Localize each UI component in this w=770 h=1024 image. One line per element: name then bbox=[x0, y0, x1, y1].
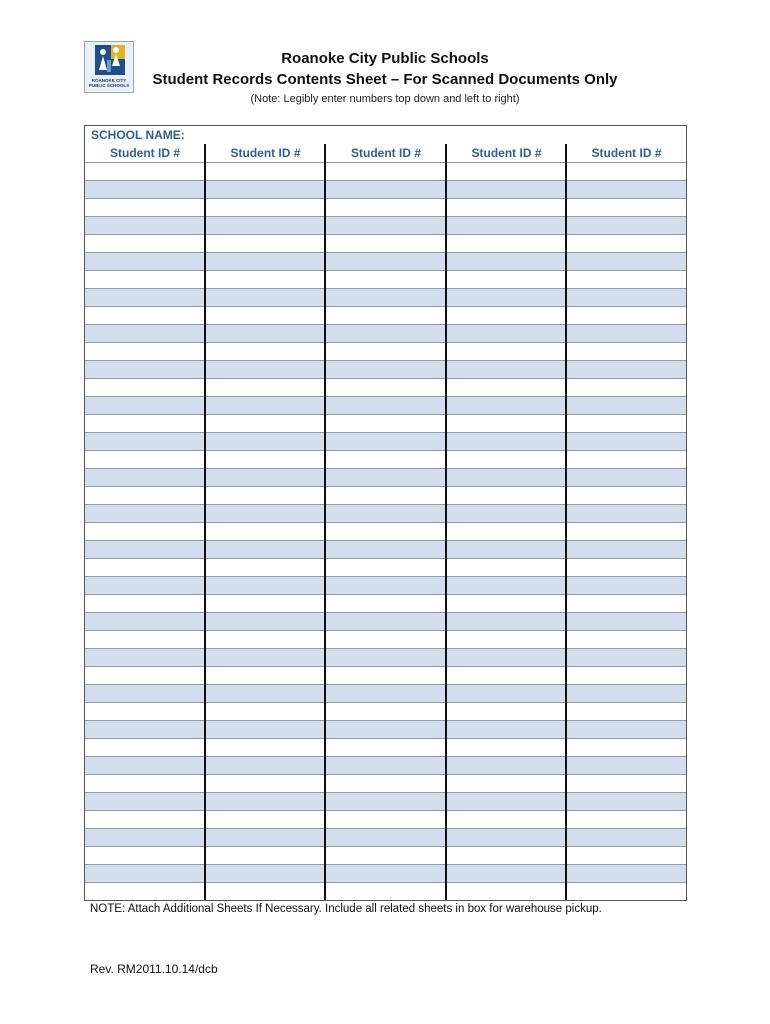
student-id-entry-cell[interactable] bbox=[447, 649, 566, 666]
student-id-entry-cell[interactable] bbox=[206, 703, 325, 720]
student-id-entry-cell[interactable] bbox=[206, 343, 325, 360]
student-id-entry-cell[interactable] bbox=[447, 829, 566, 846]
student-id-entry-cell[interactable] bbox=[85, 343, 205, 360]
student-id-entry-cell[interactable] bbox=[85, 685, 205, 702]
student-id-entry-cell[interactable] bbox=[326, 703, 446, 720]
student-id-entry-cell[interactable] bbox=[567, 523, 686, 540]
student-id-entry-cell[interactable] bbox=[206, 487, 325, 504]
student-id-entry-cell[interactable] bbox=[206, 775, 325, 792]
student-id-entry-cell[interactable] bbox=[85, 361, 205, 378]
student-id-entry-cell[interactable] bbox=[447, 469, 566, 486]
student-id-entry-cell[interactable] bbox=[85, 811, 205, 828]
table-row bbox=[85, 738, 686, 756]
student-id-entry-cell[interactable] bbox=[447, 595, 566, 612]
student-id-entry-cell[interactable] bbox=[206, 253, 325, 270]
student-id-entry-cell[interactable] bbox=[206, 595, 325, 612]
student-id-entry-cell[interactable] bbox=[567, 217, 686, 234]
student-id-entry-cell[interactable] bbox=[206, 865, 325, 882]
student-id-entry-cell[interactable] bbox=[85, 865, 205, 882]
student-id-entry-cell[interactable] bbox=[567, 379, 686, 396]
student-id-entry-cell[interactable] bbox=[447, 577, 566, 594]
student-id-entry-cell[interactable] bbox=[206, 793, 325, 810]
student-id-entry-cell[interactable] bbox=[85, 847, 205, 864]
student-id-entry-cell[interactable] bbox=[85, 271, 205, 288]
student-id-entry-cell[interactable] bbox=[447, 451, 566, 468]
student-id-entry-cell[interactable] bbox=[567, 613, 686, 630]
table-row bbox=[85, 846, 686, 864]
student-id-entry-cell[interactable] bbox=[567, 451, 686, 468]
student-id-entry-cell[interactable] bbox=[567, 415, 686, 432]
student-id-entry-cell[interactable] bbox=[85, 775, 205, 792]
student-id-entry-cell[interactable] bbox=[567, 775, 686, 792]
student-id-entry-cell[interactable] bbox=[206, 451, 325, 468]
student-id-entry-cell[interactable] bbox=[85, 667, 205, 684]
instruction-note: (Note: Legibly enter numbers top down and left to right) bbox=[250, 93, 520, 105]
student-id-entry-cell[interactable] bbox=[447, 721, 566, 738]
student-id-entry-cell[interactable] bbox=[206, 163, 325, 180]
student-id-entry-cell[interactable] bbox=[447, 397, 566, 414]
student-id-entry-cell[interactable] bbox=[326, 613, 446, 630]
student-id-entry-cell[interactable] bbox=[326, 685, 446, 702]
student-id-entry-cell[interactable] bbox=[206, 469, 325, 486]
student-id-entry-cell[interactable] bbox=[206, 361, 325, 378]
table-row bbox=[85, 414, 686, 432]
student-id-entry-cell[interactable] bbox=[567, 793, 686, 810]
student-id-entry-cell[interactable] bbox=[326, 775, 446, 792]
student-id-entry-cell[interactable] bbox=[326, 451, 446, 468]
student-id-entry-cell[interactable] bbox=[567, 739, 686, 756]
table-row bbox=[85, 756, 686, 774]
table-row bbox=[85, 702, 686, 720]
table-row bbox=[85, 432, 686, 450]
student-id-entry-cell[interactable] bbox=[206, 721, 325, 738]
student-id-entry-cell[interactable] bbox=[447, 757, 566, 774]
student-id-entry-cell[interactable] bbox=[567, 271, 686, 288]
table-row bbox=[85, 360, 686, 378]
student-id-entry-cell[interactable] bbox=[326, 739, 446, 756]
column-divider bbox=[565, 144, 567, 900]
table-row bbox=[85, 828, 686, 846]
column-header-5: Student ID # bbox=[591, 146, 662, 160]
student-id-entry-cell[interactable] bbox=[326, 415, 446, 432]
table-row bbox=[85, 450, 686, 468]
table-row bbox=[85, 792, 686, 810]
student-id-entry-cell[interactable] bbox=[326, 847, 446, 864]
student-id-entry-cell[interactable] bbox=[447, 739, 566, 756]
table-row bbox=[85, 270, 686, 288]
student-id-entry-cell[interactable] bbox=[85, 703, 205, 720]
student-id-entry-cell[interactable] bbox=[326, 649, 446, 666]
student-id-entry-cell[interactable] bbox=[85, 181, 205, 198]
revision-label: Rev. RM2011.10.14/dcb bbox=[90, 962, 218, 976]
student-id-entry-cell[interactable] bbox=[206, 217, 325, 234]
student-id-entry-cell[interactable] bbox=[85, 883, 205, 900]
student-id-entry-cell[interactable] bbox=[326, 577, 446, 594]
student-id-entry-cell[interactable] bbox=[85, 721, 205, 738]
column-header-4: Student ID # bbox=[471, 146, 542, 160]
table-row bbox=[85, 630, 686, 648]
table-row bbox=[85, 306, 686, 324]
student-id-entry-cell[interactable] bbox=[85, 307, 205, 324]
student-id-entry-cell[interactable] bbox=[206, 649, 325, 666]
student-id-entry-cell[interactable] bbox=[567, 343, 686, 360]
student-id-entry-cell[interactable] bbox=[206, 631, 325, 648]
student-id-entry-cell[interactable] bbox=[326, 811, 446, 828]
student-id-entry-cell[interactable] bbox=[326, 487, 446, 504]
student-id-entry-cell[interactable] bbox=[447, 613, 566, 630]
student-id-entry-cell[interactable] bbox=[447, 793, 566, 810]
student-id-entry-cell[interactable] bbox=[206, 433, 325, 450]
student-id-entry-cell[interactable] bbox=[326, 505, 446, 522]
student-id-entry-cell[interactable] bbox=[85, 829, 205, 846]
student-id-entry-cell[interactable] bbox=[85, 487, 205, 504]
student-id-entry-cell[interactable] bbox=[326, 667, 446, 684]
student-id-entry-cell[interactable] bbox=[447, 415, 566, 432]
student-id-entry-cell[interactable] bbox=[447, 559, 566, 576]
student-id-entry-cell[interactable] bbox=[326, 793, 446, 810]
student-id-entry-cell[interactable] bbox=[326, 397, 446, 414]
student-id-entry-cell[interactable] bbox=[85, 793, 205, 810]
table-row bbox=[85, 288, 686, 306]
student-id-entry-cell[interactable] bbox=[447, 631, 566, 648]
table-row bbox=[85, 234, 686, 252]
student-id-entry-cell[interactable] bbox=[85, 541, 205, 558]
student-id-entry-cell[interactable] bbox=[567, 595, 686, 612]
student-id-entry-cell[interactable] bbox=[85, 397, 205, 414]
table-row bbox=[85, 864, 686, 882]
student-id-entry-cell[interactable] bbox=[206, 847, 325, 864]
student-id-entry-cell[interactable] bbox=[85, 415, 205, 432]
table-row bbox=[85, 216, 686, 234]
student-id-entry-cell[interactable] bbox=[206, 505, 325, 522]
column-header-2: Student ID # bbox=[230, 146, 301, 160]
student-id-entry-cell[interactable] bbox=[206, 739, 325, 756]
student-id-entry-cell[interactable] bbox=[326, 307, 446, 324]
student-id-entry-cell[interactable] bbox=[326, 865, 446, 882]
student-id-entry-cell[interactable] bbox=[447, 217, 566, 234]
student-id-entry-cell[interactable] bbox=[447, 487, 566, 504]
student-id-entry-cell[interactable] bbox=[85, 379, 205, 396]
student-id-entry-cell[interactable] bbox=[447, 883, 566, 900]
table-row bbox=[85, 504, 686, 522]
student-id-entry-cell[interactable] bbox=[326, 217, 446, 234]
logo-text-line-2: PUBLIC SCHOOLS bbox=[88, 83, 130, 88]
student-id-entry-cell[interactable] bbox=[85, 325, 205, 342]
student-id-entry-cell[interactable] bbox=[447, 307, 566, 324]
table-row bbox=[85, 396, 686, 414]
student-id-entry-cell[interactable] bbox=[85, 235, 205, 252]
student-id-entry-cell[interactable] bbox=[447, 289, 566, 306]
student-id-entry-cell[interactable] bbox=[567, 721, 686, 738]
student-id-entry-cell[interactable] bbox=[85, 739, 205, 756]
student-id-entry-cell[interactable] bbox=[326, 757, 446, 774]
student-id-entry-cell[interactable] bbox=[567, 469, 686, 486]
column-divider bbox=[204, 144, 206, 900]
student-id-entry-cell[interactable] bbox=[206, 271, 325, 288]
student-id-entry-cell[interactable] bbox=[447, 847, 566, 864]
student-id-entry-cell[interactable] bbox=[326, 163, 446, 180]
student-id-entry-cell[interactable] bbox=[447, 703, 566, 720]
student-id-entry-cell[interactable] bbox=[567, 757, 686, 774]
student-id-entry-cell[interactable] bbox=[326, 829, 446, 846]
student-id-entry-cell[interactable] bbox=[326, 883, 446, 900]
student-id-entry-cell[interactable] bbox=[567, 235, 686, 252]
student-id-entry-cell[interactable] bbox=[206, 523, 325, 540]
student-id-entry-cell[interactable] bbox=[447, 253, 566, 270]
student-id-entry-cell[interactable] bbox=[326, 361, 446, 378]
student-id-entry-cell[interactable] bbox=[206, 235, 325, 252]
student-id-entry-cell[interactable] bbox=[206, 811, 325, 828]
table-row bbox=[85, 648, 686, 666]
table-row bbox=[85, 522, 686, 540]
student-id-entry-cell[interactable] bbox=[567, 505, 686, 522]
student-id-entry-cell[interactable] bbox=[567, 649, 686, 666]
student-id-entry-cell[interactable] bbox=[567, 253, 686, 270]
student-id-entry-cell[interactable] bbox=[447, 865, 566, 882]
student-id-entry-cell[interactable] bbox=[206, 883, 325, 900]
table-header-row bbox=[85, 144, 686, 162]
student-id-entry-cell[interactable] bbox=[447, 541, 566, 558]
student-records-table bbox=[84, 125, 687, 901]
column-divider bbox=[445, 144, 447, 900]
student-id-entry-cell[interactable] bbox=[206, 685, 325, 702]
student-id-entry-cell[interactable] bbox=[326, 289, 446, 306]
student-id-entry-cell[interactable] bbox=[567, 847, 686, 864]
student-id-entry-cell[interactable] bbox=[206, 199, 325, 216]
table-row bbox=[85, 468, 686, 486]
column-header-1: Student ID # bbox=[109, 146, 180, 160]
student-id-entry-cell[interactable] bbox=[567, 667, 686, 684]
student-id-entry-cell[interactable] bbox=[447, 811, 566, 828]
student-id-entry-cell[interactable] bbox=[326, 235, 446, 252]
table-row bbox=[85, 378, 686, 396]
student-id-entry-cell[interactable] bbox=[326, 433, 446, 450]
student-id-entry-cell[interactable] bbox=[206, 415, 325, 432]
student-id-entry-cell[interactable] bbox=[567, 883, 686, 900]
document-subtitle: Student Records Contents Sheet – For Scanned Documents Only bbox=[152, 71, 618, 88]
student-id-entry-cell[interactable] bbox=[567, 325, 686, 342]
student-id-entry-cell[interactable] bbox=[206, 667, 325, 684]
student-id-entry-cell[interactable] bbox=[85, 469, 205, 486]
table-row bbox=[85, 684, 686, 702]
document-title: Roanoke City Public Schools bbox=[281, 50, 489, 67]
table-row bbox=[85, 774, 686, 792]
student-id-entry-cell[interactable] bbox=[85, 631, 205, 648]
table-row bbox=[85, 540, 686, 558]
table-row bbox=[85, 252, 686, 270]
student-id-entry-cell[interactable] bbox=[447, 271, 566, 288]
student-id-entry-cell[interactable] bbox=[447, 775, 566, 792]
table-row bbox=[85, 162, 686, 180]
student-id-entry-cell[interactable] bbox=[326, 325, 446, 342]
student-id-entry-cell[interactable] bbox=[85, 217, 205, 234]
student-id-entry-cell[interactable] bbox=[447, 505, 566, 522]
student-id-entry-cell[interactable] bbox=[85, 757, 205, 774]
student-id-entry-cell[interactable] bbox=[447, 181, 566, 198]
student-id-entry-cell[interactable] bbox=[567, 433, 686, 450]
footer-note: NOTE: Attach Additional Sheets If Necessary. Include all related sheets in box for warehouse pickup. bbox=[90, 903, 602, 915]
student-id-entry-cell[interactable] bbox=[447, 433, 566, 450]
student-id-entry-cell[interactable] bbox=[326, 271, 446, 288]
table-row bbox=[85, 324, 686, 342]
student-id-entry-cell[interactable] bbox=[567, 361, 686, 378]
table-row bbox=[85, 612, 686, 630]
student-id-entry-cell[interactable] bbox=[206, 559, 325, 576]
table-row bbox=[85, 720, 686, 738]
student-id-entry-cell[interactable] bbox=[85, 595, 205, 612]
table-row bbox=[85, 666, 686, 684]
student-id-entry-cell[interactable] bbox=[85, 253, 205, 270]
student-id-entry-cell[interactable] bbox=[326, 523, 446, 540]
student-id-entry-cell[interactable] bbox=[447, 523, 566, 540]
table-row bbox=[85, 342, 686, 360]
student-id-entry-cell[interactable] bbox=[567, 685, 686, 702]
student-id-entry-cell[interactable] bbox=[85, 199, 205, 216]
student-id-entry-cell[interactable] bbox=[206, 289, 325, 306]
student-id-entry-cell[interactable] bbox=[85, 577, 205, 594]
student-id-entry-cell[interactable] bbox=[326, 199, 446, 216]
table-row bbox=[85, 180, 686, 198]
student-id-entry-cell[interactable] bbox=[567, 829, 686, 846]
student-id-entry-cell[interactable] bbox=[447, 379, 566, 396]
student-id-entry-cell[interactable] bbox=[85, 649, 205, 666]
student-id-entry-cell[interactable] bbox=[326, 379, 446, 396]
student-id-entry-cell[interactable] bbox=[447, 163, 566, 180]
school-name-label: SCHOOL NAME: bbox=[91, 128, 185, 142]
student-id-entry-cell[interactable] bbox=[326, 541, 446, 558]
student-id-entry-cell[interactable] bbox=[85, 505, 205, 522]
student-id-entry-cell[interactable] bbox=[85, 523, 205, 540]
logo-text-line-1: ROANOKE CITY bbox=[91, 78, 127, 83]
student-id-entry-cell[interactable] bbox=[206, 379, 325, 396]
table-row bbox=[85, 198, 686, 216]
student-id-entry-cell[interactable] bbox=[567, 163, 686, 180]
student-id-entry-cell[interactable] bbox=[567, 181, 686, 198]
student-id-entry-cell[interactable] bbox=[85, 613, 205, 630]
student-id-entry-cell[interactable] bbox=[567, 559, 686, 576]
table-row bbox=[85, 558, 686, 576]
table-row bbox=[85, 594, 686, 612]
student-id-entry-cell[interactable] bbox=[567, 487, 686, 504]
column-divider bbox=[324, 144, 326, 900]
student-id-entry-cell[interactable] bbox=[447, 685, 566, 702]
student-id-entry-cell[interactable] bbox=[447, 667, 566, 684]
student-id-entry-cell[interactable] bbox=[85, 559, 205, 576]
student-id-entry-cell[interactable] bbox=[326, 469, 446, 486]
student-id-entry-cell[interactable] bbox=[206, 829, 325, 846]
table-row bbox=[85, 486, 686, 504]
student-id-entry-cell[interactable] bbox=[447, 325, 566, 342]
student-id-entry-cell[interactable] bbox=[567, 865, 686, 882]
column-header-3: Student ID # bbox=[350, 146, 421, 160]
student-id-entry-cell[interactable] bbox=[567, 397, 686, 414]
student-id-entry-cell[interactable] bbox=[567, 631, 686, 648]
student-id-entry-cell[interactable] bbox=[326, 181, 446, 198]
table-row bbox=[85, 882, 686, 900]
student-id-entry-cell[interactable] bbox=[206, 577, 325, 594]
student-id-entry-cell[interactable] bbox=[567, 541, 686, 558]
student-id-entry-cell[interactable] bbox=[85, 433, 205, 450]
student-id-entry-cell[interactable] bbox=[567, 811, 686, 828]
student-id-entry-cell[interactable] bbox=[447, 343, 566, 360]
student-id-entry-cell[interactable] bbox=[447, 361, 566, 378]
student-id-entry-cell[interactable] bbox=[206, 757, 325, 774]
student-id-entry-cell[interactable] bbox=[85, 451, 205, 468]
student-id-entry-cell[interactable] bbox=[206, 181, 325, 198]
student-id-entry-cell[interactable] bbox=[326, 343, 446, 360]
student-id-entry-cell[interactable] bbox=[206, 325, 325, 342]
student-id-entry-cell[interactable] bbox=[206, 307, 325, 324]
table-row bbox=[85, 810, 686, 828]
student-id-entry-cell[interactable] bbox=[567, 703, 686, 720]
student-id-entry-cell[interactable] bbox=[447, 235, 566, 252]
student-id-entry-cell[interactable] bbox=[206, 541, 325, 558]
student-id-entry-cell[interactable] bbox=[326, 595, 446, 612]
student-id-entry-cell[interactable] bbox=[206, 397, 325, 414]
student-id-entry-cell[interactable] bbox=[567, 289, 686, 306]
student-id-entry-cell[interactable] bbox=[447, 199, 566, 216]
student-id-entry-cell[interactable] bbox=[567, 199, 686, 216]
student-id-entry-cell[interactable] bbox=[326, 559, 446, 576]
table-row bbox=[85, 576, 686, 594]
student-id-entry-cell[interactable] bbox=[567, 577, 686, 594]
student-id-entry-cell[interactable] bbox=[85, 289, 205, 306]
student-id-entry-cell[interactable] bbox=[567, 307, 686, 324]
student-id-entry-cell[interactable] bbox=[326, 631, 446, 648]
student-id-entry-cell[interactable] bbox=[326, 253, 446, 270]
student-id-entry-cell[interactable] bbox=[206, 613, 325, 630]
student-id-entry-cell[interactable] bbox=[85, 163, 205, 180]
student-id-entry-cell[interactable] bbox=[326, 721, 446, 738]
